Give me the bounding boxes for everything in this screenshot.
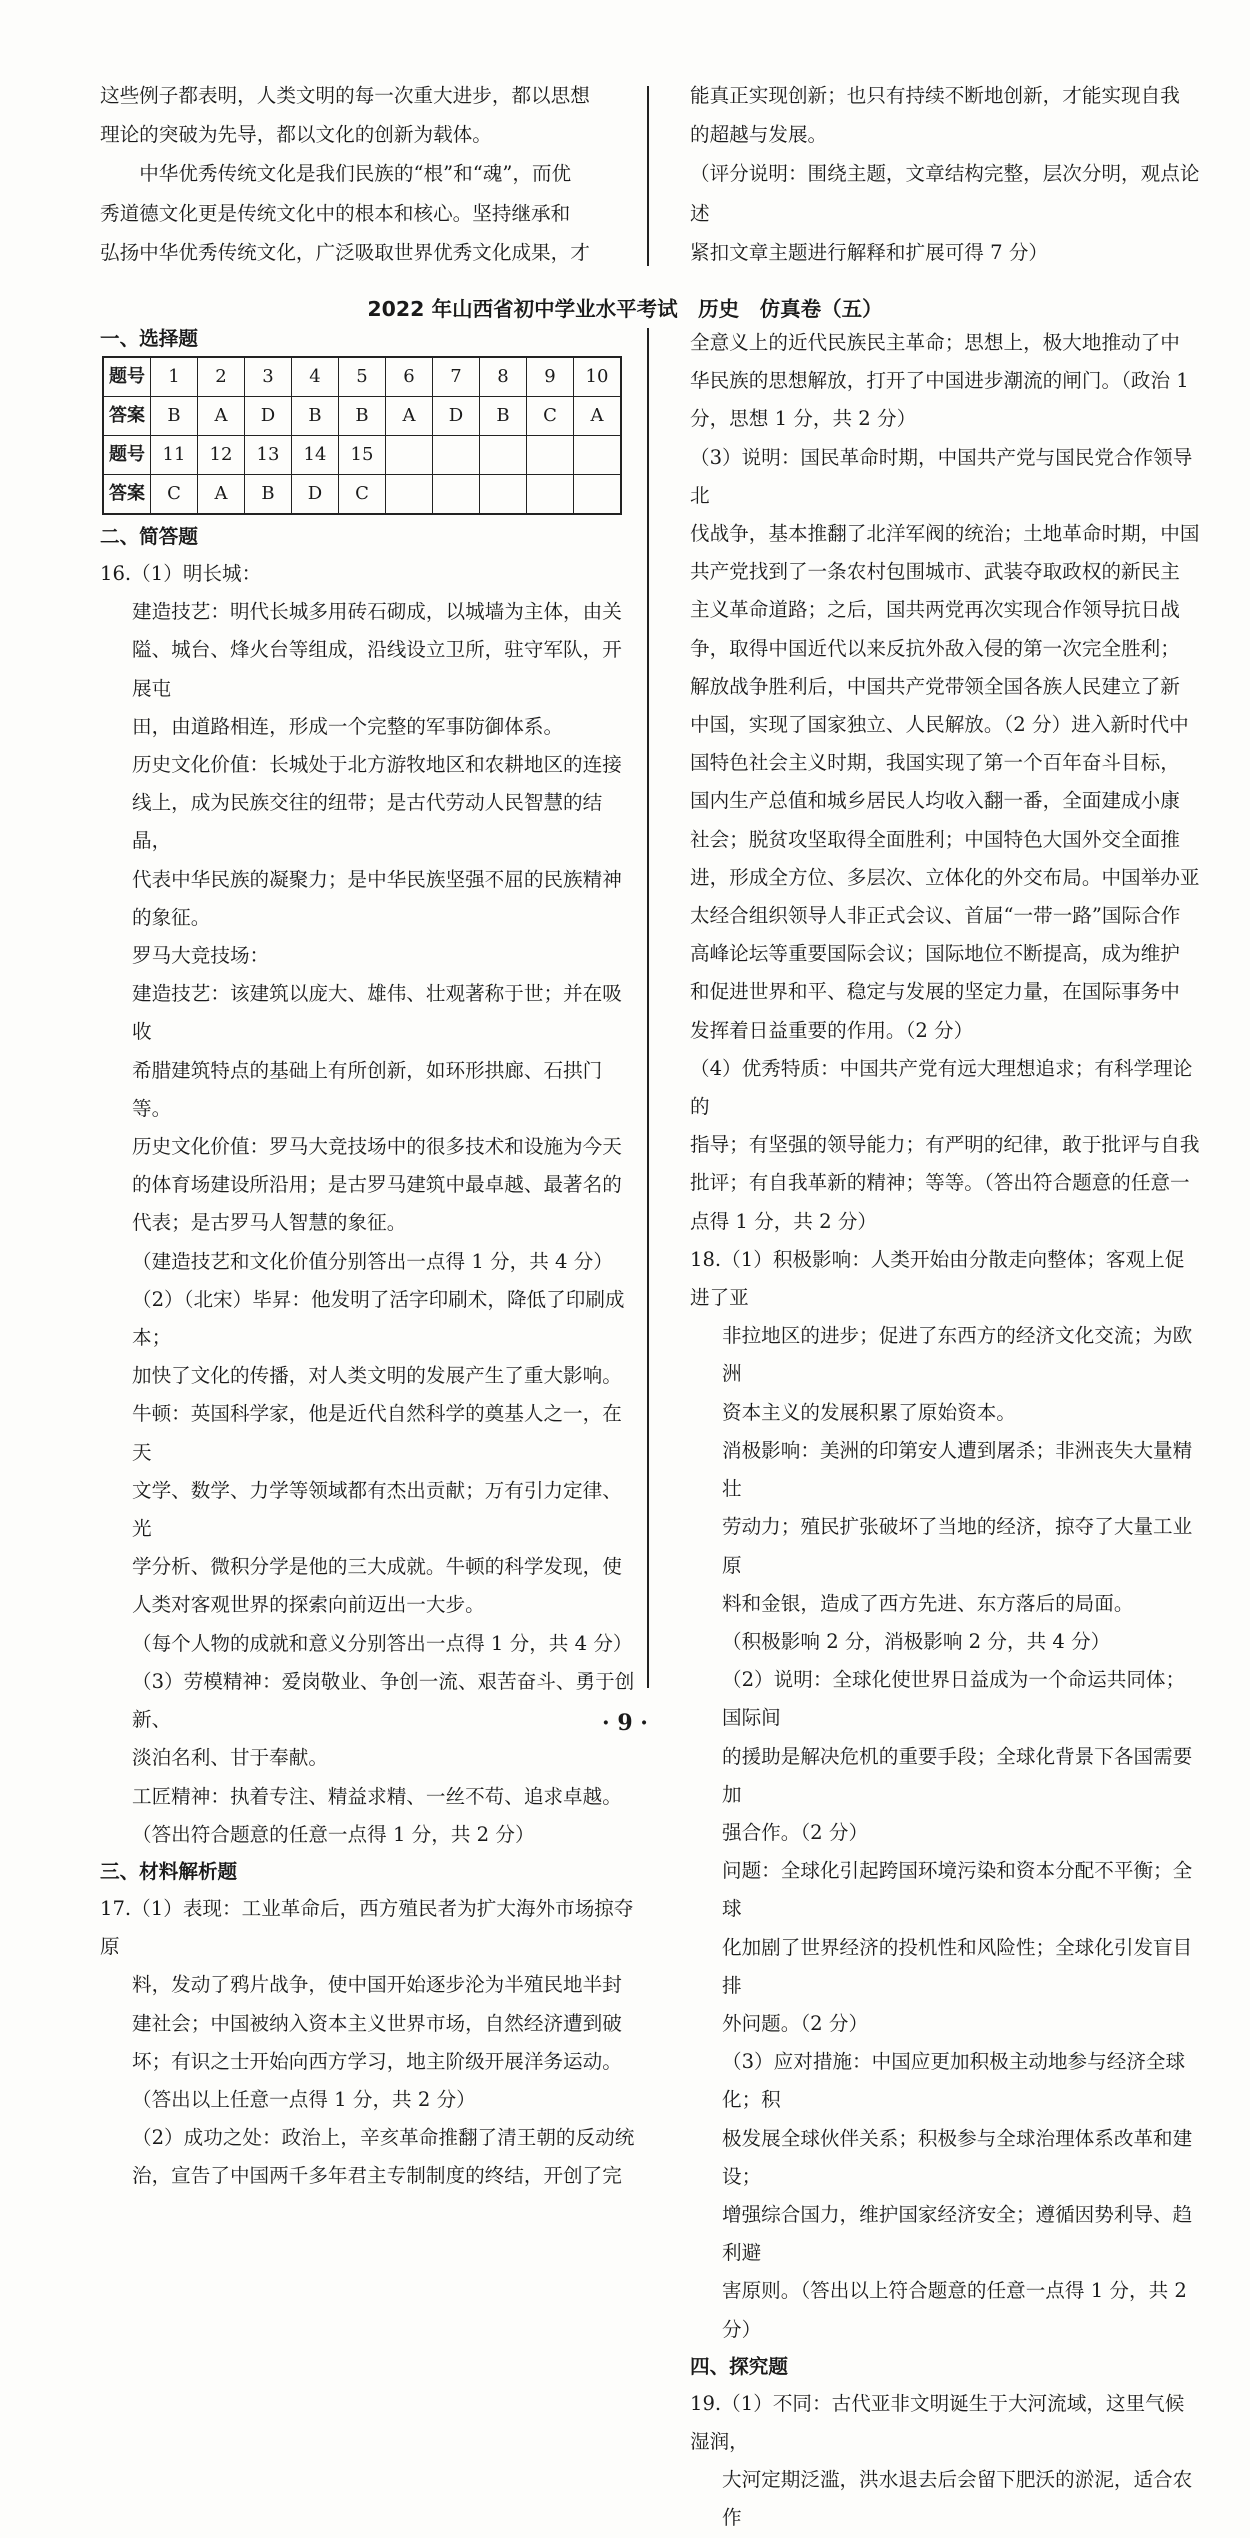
text-line: （建造技艺和文化价值分别答出一点得 1 分，共 4 分） xyxy=(132,1249,613,1273)
answer-table-cell xyxy=(386,475,433,515)
text-line: 16.（1）明长城： xyxy=(100,562,262,585)
answer-table-cell: C xyxy=(151,475,198,515)
text-line: 的象征。 xyxy=(132,905,211,929)
text-line: 文学、数学、力学等领域都有杰出贡献；万有引力定律、光 xyxy=(132,1478,622,1541)
text-line: （评分说明：围绕主题，文章结构完整，层次分明，观点论述 xyxy=(690,162,1200,225)
text-line: 问题：全球化引起跨国环境污染和资本分配不平衡；全球 xyxy=(722,1859,1193,1921)
answer-table-cell: 15 xyxy=(339,436,386,475)
text-line: 国特色社会主义时期，我国实现了第一个百年奋斗目标， xyxy=(690,751,1180,775)
text-line: 外问题。（2 分） xyxy=(722,2011,869,2035)
text-line: 弘扬中华优秀传统文化，广泛吸取世界优秀文化成果，才 xyxy=(100,240,590,264)
text-line: （答出以上任意一点得 1 分，共 2 分） xyxy=(132,2087,476,2111)
answer-table-cell xyxy=(574,475,622,515)
answer-table-cell: B xyxy=(151,397,198,436)
answer-table-row xyxy=(103,357,621,397)
answer-table-cell: 8 xyxy=(480,357,527,397)
answer-table-cell: 13 xyxy=(245,436,292,475)
text-line: 加快了文化的传播，对人类文明的发展产生了重大影响。 xyxy=(132,1364,622,1388)
answer-table-cell: C xyxy=(339,475,386,515)
text-line: 中华优秀传统文化是我们民族的“根”和“魂”，而优 xyxy=(139,162,572,186)
text-line: 隘、城台、烽火台等组成，沿线设立卫所，驻守军队，开展屯 xyxy=(132,638,622,700)
text-line: 淡泊名利、甘于奉献。 xyxy=(132,1746,328,1770)
answer-table-cell: D xyxy=(433,397,480,436)
text-line: （积极影响 2 分，消极影响 2 分，共 4 分） xyxy=(722,1629,1111,1653)
top-left-column xyxy=(100,76,660,272)
answer-table-cell: 10 xyxy=(574,357,622,397)
answer-table-cell: 2 xyxy=(198,357,245,397)
answer-table-cell: B xyxy=(480,397,527,436)
text-line: 料，发动了鸦片战争，使中国开始逐步沦为半殖民地半封 xyxy=(132,1973,622,1997)
text-line: （答出符合题意的任意一点得 1 分，共 2 分） xyxy=(132,1822,535,1846)
answer-table-cell: C xyxy=(527,397,574,436)
question-19 xyxy=(690,2385,1200,2538)
answer-table-cell xyxy=(386,436,433,475)
text-line: 能真正实现创新；也只有持续不断地创新，才能实现自我 xyxy=(690,84,1180,107)
text-line: 料和金银，造成了西方先进、东方落后的局面。 xyxy=(722,1591,1134,1615)
answer-table-cell: D xyxy=(292,475,339,515)
text-line: 17.（1）表现：工业革命后，西方殖民者为扩大海外市场掠夺原 xyxy=(100,1896,634,1959)
text-line: （3）说明：国民革命时期，中国共产党与国民党合作领导北 xyxy=(690,445,1193,507)
text-line: 理论的突破为先导，都以文化的创新为载体。 xyxy=(100,123,492,147)
answer-table-cell xyxy=(433,436,480,475)
text-line: （2）成功之处：政治上，辛亥革命推翻了清王朝的反动统 xyxy=(132,2126,635,2150)
text-line: 全意义上的近代民族民主革命；思想上，极大地推动了中 xyxy=(690,331,1180,354)
text-line: 紧扣文章主题进行解释和扩展可得 7 分） xyxy=(690,240,1049,264)
text-line: 这些例子都表明，人类文明的每一次重大进步，都以思想 xyxy=(100,84,590,107)
text-line: 的援助是解决危机的重要手段；全球化背景下各国需要加 xyxy=(722,1744,1193,1806)
text-line: 历史文化价值：罗马大竞技场中的很多技术和设施为今天 xyxy=(132,1135,622,1159)
answer-table-cell: A xyxy=(198,475,245,515)
text-line: 建造技艺：明代长城多用砖石砌成，以城墙为主体，由关 xyxy=(132,600,622,624)
text-line: 高峰论坛等重要国际会议；国际地位不断提高，成为维护 xyxy=(690,942,1180,966)
text-line: 人类对客观世界的探索向前迈出一大步。 xyxy=(132,1593,485,1617)
answer-table-cell: 11 xyxy=(151,436,198,475)
text-line: 解放战争胜利后，中国共产党带领全国各族人民建立了新 xyxy=(690,674,1180,698)
text-line: 增强综合国力，维护国家经济安全；遵循因势利导、趋利避 xyxy=(722,2202,1193,2265)
section-heading: 三、材料解析题 xyxy=(100,1859,238,1883)
text-line: 化加剧了世界经济的投机性和风险性；全球化引发盲目排 xyxy=(722,1935,1193,1997)
text-line: （每个人物的成就和意义分别答出一点得 1 分，共 4 分） xyxy=(132,1631,633,1655)
text-line: 分，思想 1 分，共 2 分） xyxy=(690,407,917,431)
answer-table-cell: A xyxy=(198,397,245,436)
answer-table-cell xyxy=(527,436,574,475)
text-line: 社会；脱贫攻坚取得全面胜利；中国特色大国外交全面推 xyxy=(690,827,1180,851)
text-line: 工匠精神：执着专注、精益求精、一丝不苟、追求卓越。 xyxy=(132,1784,622,1808)
text-line: 田，由道路相连，形成一个完整的军事防御体系。 xyxy=(132,714,564,738)
top-right-column xyxy=(690,76,1200,272)
text-line: 代表中华民族的凝聚力；是中华民族坚强不屈的民族精神 xyxy=(132,867,622,891)
text-line: 华民族的思想解放，打开了中国进步潮流的闸门。（政治 1 xyxy=(690,369,1189,393)
answer-table-cell: 7 xyxy=(433,357,480,397)
text-line: 罗马大竞技场： xyxy=(132,944,270,968)
text-line: 的超越与发展。 xyxy=(690,123,828,147)
text-line: 伐战争，基本推翻了北洋军阀的统治；土地革命时期，中国 xyxy=(690,522,1200,546)
answer-table-cell: 5 xyxy=(339,357,386,397)
text-line: （3）劳模精神：爱岗敬业、争创一流、艰苦奋斗、勇于创新、 xyxy=(132,1669,635,1732)
text-line: 希腊建筑特点的基础上有所创新，如环形拱廊、石拱门等。 xyxy=(132,1058,603,1120)
text-line: 强合作。（2 分） xyxy=(722,1820,869,1844)
answer-table-cell: D xyxy=(245,397,292,436)
answer-table-cell xyxy=(433,475,480,515)
text-line: 大河定期泛滥，洪水退去后会留下肥沃的淤泥，适合农作 xyxy=(722,2468,1193,2530)
text-line: 国内生产总值和城乡居民人均收入翻一番，全面建成小康 xyxy=(690,789,1180,813)
answer-table-cell xyxy=(527,475,574,515)
answer-table-cell: 12 xyxy=(198,436,245,475)
section-heading: 一、选择题 xyxy=(100,327,198,350)
text-line: 资本主义的发展积累了原始资本。 xyxy=(722,1400,1016,1424)
question-16 xyxy=(100,555,637,1854)
answer-table-header-cell: 答案 xyxy=(103,397,151,436)
answer-table-cell: B xyxy=(292,397,339,436)
question-17 xyxy=(100,1890,637,2196)
text-line: 劳动力；殖民扩张破坏了当地的经济，掠夺了大量工业原 xyxy=(722,1515,1193,1577)
text-line: 牛顿：英国科学家，他是近代自然科学的奠基人之一，在天 xyxy=(132,1402,622,1464)
text-line: 和促进世界和平、稳定与发展的坚定力量，在国际事务中 xyxy=(690,980,1180,1004)
answer-table-cell xyxy=(480,475,527,515)
text-line: 指导；有坚强的领导能力；有严明的纪律，敢于批评与自我 xyxy=(690,1133,1200,1157)
answer-table-cell: 1 xyxy=(151,357,198,397)
text-line: 中国，实现了国家独立、人民解放。（2 分）进入新时代中 xyxy=(690,713,1189,737)
answer-table-cell: 4 xyxy=(292,357,339,397)
text-line: 坏；有识之士开始向西方学习，地主阶级开展洋务运动。 xyxy=(132,2049,622,2073)
text-line: 建造技艺：该建筑以庞大、雄伟、壮观著称于世；并在吸收 xyxy=(132,982,622,1044)
text-line: （2）说明：全球化使世界日益成为一个命运共同体；国际间 xyxy=(722,1668,1186,1730)
answer-table-header-cell: 题号 xyxy=(103,436,151,475)
text-line: （3）应对措施：中国应更加积极主动地参与经济全球化；积 xyxy=(722,2050,1186,2112)
answer-table-cell: A xyxy=(386,397,433,436)
answer-table-row xyxy=(103,436,621,475)
column-divider xyxy=(647,328,649,1688)
text-line: 治，宣告了中国两千多年君主专制制度的终结，开创了完 xyxy=(132,2164,622,2188)
page-title: 2022 年山西省初中学业水平考试 历史 仿真卷（五） xyxy=(367,297,883,321)
answer-table-cell: A xyxy=(574,397,622,436)
text-line: 线上，成为民族交往的纽带；是古代劳动人民智慧的结晶， xyxy=(132,791,603,853)
right-column-text xyxy=(690,324,1200,2349)
text-line: 非拉地区的进步；促进了东西方的经济文化交流；为欧洲 xyxy=(722,1324,1193,1386)
text-line: 18.（1）积极影响：人类开始由分散走向整体；客观上促进了亚 xyxy=(690,1247,1185,1310)
text-line: （2）（北宋）毕昇：他发明了活字印刷术，降低了印刷成本； xyxy=(132,1287,625,1350)
answer-table-cell: B xyxy=(245,475,292,515)
text-line: 学分析、微积分学是他的三大成就。牛顿的科学发现，使 xyxy=(132,1555,622,1579)
answer-table-row xyxy=(103,397,621,436)
text-line: 秀道德文化更是传统文化中的根本和核心。坚持继承和 xyxy=(100,201,571,225)
text-line: 共产党找到了一条农村包围城市、武装夺取政权的新民主 xyxy=(690,560,1180,584)
text-line: 进，形成全方位、多层次、立体化的外交布局。中国举办亚 xyxy=(690,865,1200,889)
text-line: 太经合组织领导人非正式会议、首届“一带一路”国际合作 xyxy=(690,904,1181,928)
right-column xyxy=(690,324,1200,2538)
text-line: 历史文化价值：长城处于北方游牧地区和农耕地区的连接 xyxy=(132,753,622,777)
text-line: 害原则。（答出以上符合题意的任意一点得 1 分，共 2 分） xyxy=(722,2279,1194,2341)
answer-table-cell: 3 xyxy=(245,357,292,397)
text-line: 主义革命道路；之后，国共两党再次实现合作领导抗日战 xyxy=(690,598,1180,622)
left-column xyxy=(100,324,637,2196)
text-line: 极发展全球伙伴关系；积极参与全球治理体系改革和建设； xyxy=(722,2126,1193,2188)
answer-table-cell: 14 xyxy=(292,436,339,475)
text-line: 争，取得中国近代以来反抗外敌入侵的第一次完全胜利； xyxy=(690,636,1180,660)
answer-table-header-cell: 答案 xyxy=(103,475,151,515)
text-line: 19.（1）不同：古代亚非文明诞生于大河流域，这里气候湿润， xyxy=(690,2391,1185,2453)
section-heading: 四、探究题 xyxy=(690,2354,788,2378)
answer-table-cell xyxy=(480,436,527,475)
text-line: 发挥着日益重要的作用。（2 分） xyxy=(690,1018,974,1042)
column-divider-top xyxy=(647,86,649,266)
section-heading: 二、简答题 xyxy=(100,525,198,548)
text-line: 点得 1 分，共 2 分） xyxy=(690,1209,878,1233)
text-line: 建社会；中国被纳入资本主义世界市场，自然经济遭到破 xyxy=(132,2011,622,2035)
answer-table-cell: 6 xyxy=(386,357,433,397)
answer-table-cell xyxy=(574,436,622,475)
answer-table-row xyxy=(103,475,621,515)
page-number: · 9 · xyxy=(602,1710,648,1736)
text-line: （4）优秀特质：中国共产党有远大理想追求；有科学理论的 xyxy=(690,1056,1193,1119)
answer-table-header-cell: 题号 xyxy=(103,357,151,397)
text-line: 代表；是古罗马人智慧的象征。 xyxy=(132,1211,407,1235)
answer-table-cell: B xyxy=(339,397,386,436)
answer-table-cell: 9 xyxy=(527,357,574,397)
text-line: 的体育场建设所沿用；是古罗马建筑中最卓越、最著名的 xyxy=(132,1173,622,1197)
text-line: 消极影响：美洲的印第安人遭到屠杀；非洲丧失大量精壮 xyxy=(722,1438,1193,1501)
text-line: 批评；有自我革新的精神；等等。（答出符合题意的任意一 xyxy=(690,1171,1190,1195)
answer-table xyxy=(102,356,622,515)
